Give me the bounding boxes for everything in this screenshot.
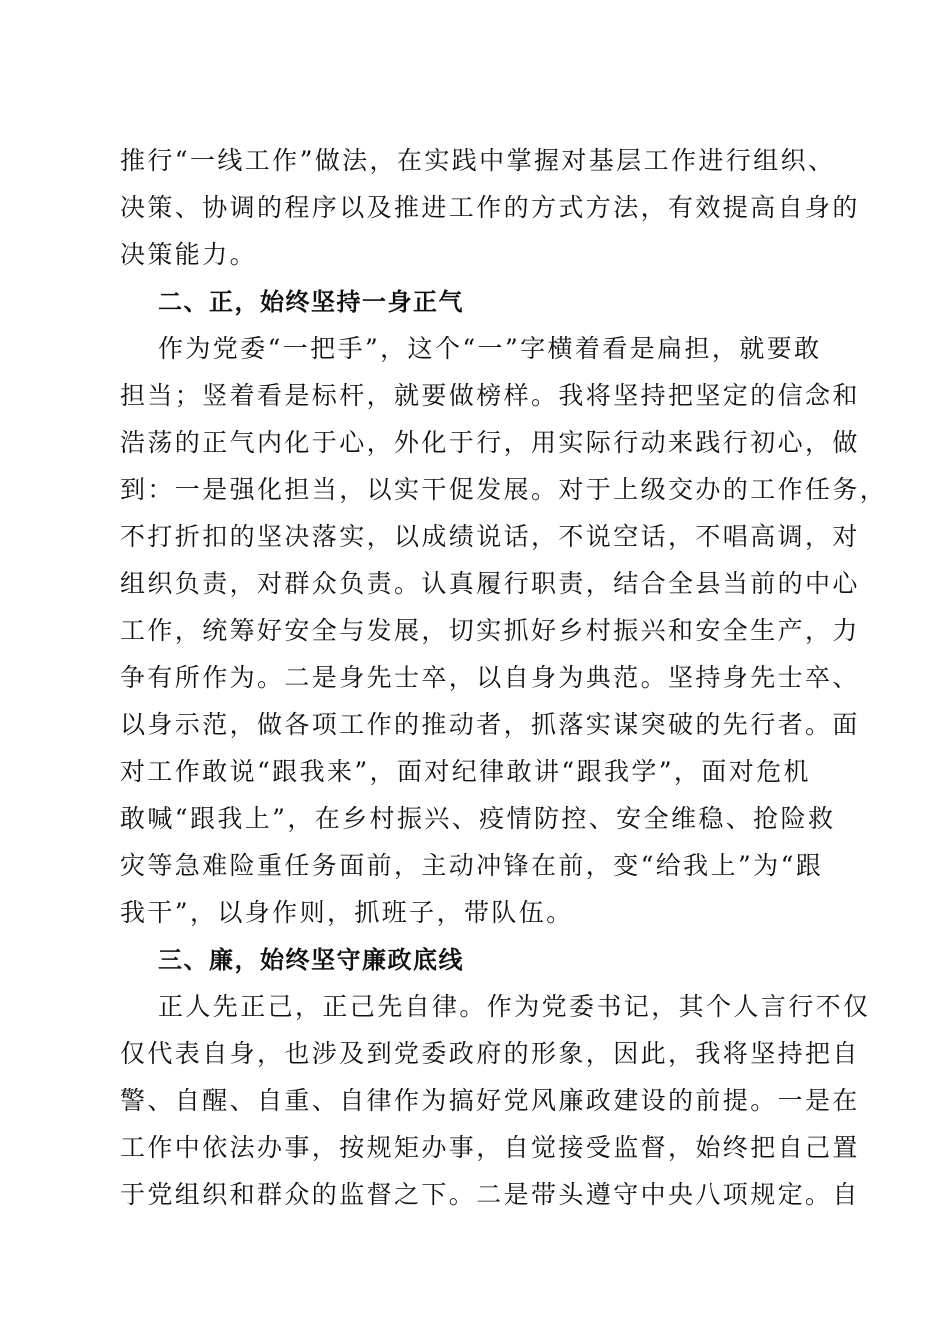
text-line: 争有所作为。二是身先士卒，以自身为典范。坚持身先士卒、 [120, 663, 860, 692]
text-line: 推行“一线工作”做法，在实践中掌握对基层工作进行组织、 [120, 146, 836, 175]
text-line: 组织负责，对群众负责。认真履行职责，结合全县当前的中心 [120, 569, 860, 598]
text-line: 工作，统筹好安全与发展，切实抓好乡村振兴和安全生产，力 [120, 616, 860, 645]
text-line: 我干”，以身作则，抓班子，带队伍。 [120, 898, 574, 927]
text-line: 正人先正己，正己先自律。作为党委书记，其个人言行不仅 [158, 992, 871, 1021]
text-line: 决策、协调的程序以及推进工作的方式方法，有效提高自身的 [120, 193, 860, 222]
text-line: 对工作敢说“跟我来”，面对纪律敢讲“跟我学”，面对危机 [120, 757, 811, 786]
text-line: 担当；竖着看是标杆，就要做榜样。我将坚持把坚定的信念和 [120, 381, 860, 410]
text-line: 到：一是强化担当，以实干促发展。对于上级交办的工作任务， [120, 475, 888, 504]
text-line: 于党组织和群众的监督之下。二是带头遵守中央八项规定。自 [120, 1180, 860, 1209]
text-line: 决策能力。 [120, 240, 258, 269]
text-line: 敢喊“跟我上”，在乡村振兴、疫情防控、安全维稳、抢险救 [120, 804, 836, 833]
text-line: 不打折扣的坚决落实，以成绩说话，不说空话，不唱高调，对 [120, 522, 860, 551]
section-heading: 三、廉，始终坚守廉政底线 [158, 946, 464, 974]
text-line: 仅代表自身，也涉及到党委政府的形象，因此，我将坚持把自 [120, 1039, 860, 1068]
text-line: 作为党委“一把手”，这个“一”字横着看是扁担，就要敢 [158, 334, 822, 363]
text-line: 工作中依法办事，按规矩办事，自觉接受监督，始终把自己置 [120, 1133, 860, 1162]
text-line: 浩荡的正气内化于心，外化于行，用实际行动来践行初心，做 [120, 428, 860, 457]
text-line: 以身示范，做各项工作的推动者，抓落实谋突破的先行者。面 [120, 710, 860, 739]
text-line: 警、自醒、自重、自律作为搞好党风廉政建设的前提。一是在 [120, 1086, 860, 1115]
text-line: 灾等急难险重任务面前，主动冲锋在前，变“给我上”为“跟 [120, 851, 824, 880]
section-heading: 二、正，始终坚持一身正气 [158, 288, 464, 316]
